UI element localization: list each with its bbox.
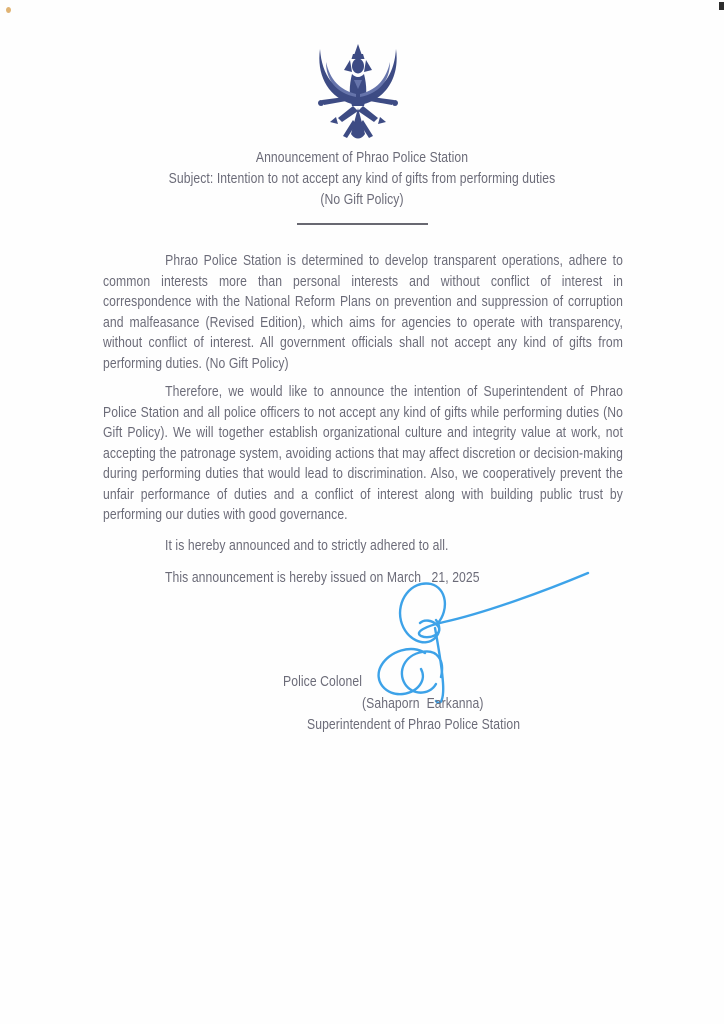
- signatory-position: Superintendent of Phrao Police Station: [307, 717, 521, 733]
- subject-line: Subject: Intention to not accept any kind of gifts from performing duties: [168, 171, 556, 187]
- paragraph-2: Therefore, we would like to announce the intention of Superintendent of Phrao Police Station and all police officers to not accept any kind of gifts while performing duties (No Gift Policy). We will together establish organizational culture and integrity value at work, not accepting the patronage system, avoiding actions that may affect discretion or decision-making during performing duties that would lead to discrimination. Also, we cooperatively prevent the unfair performance of duties and a conflict of interest along with building public trust by performing our duties with good governance.: [103, 384, 627, 523]
- announcement-title: Announcement of Phrao Police Station: [255, 150, 469, 166]
- scan-artifact-top-right: [719, 2, 724, 10]
- heading-block: [0, 148, 724, 211]
- closing-line: It is hereby announced and to strictly adhered to all.: [165, 538, 449, 554]
- paragraph-1-container: [103, 251, 723, 374]
- garuda-emblem-icon: [312, 44, 404, 144]
- signatory-rank-container: [283, 672, 377, 693]
- signatory-name-container: [362, 694, 507, 715]
- closing-line-container: [165, 536, 503, 557]
- signatory-position-container: [307, 715, 561, 736]
- paragraph-2-container: [103, 382, 723, 526]
- scan-artifact-top-left: [6, 7, 11, 13]
- signatory-rank: Police Colonel: [283, 674, 363, 690]
- heading-divider: [297, 223, 428, 225]
- issue-date-line: This announcement is hereby issued on March 21, 2025: [165, 570, 480, 586]
- paragraph-1: Phrao Police Station is determined to develop transparent operations, adhere to common interests more than personal interests and without conflict of interest in correspondence with the National Reform Plans on prevention and suppression of corruption and malfeasance (Revised Edition), which aims for agencies to operate with transparency, without conflict of interest. All government officials shall not accept any kind of gifts from performing duties. (No Gift Policy): [103, 253, 627, 372]
- subject-paren-line: (No Gift Policy): [320, 192, 404, 208]
- signatory-name: (Sahaporn Earkanna): [362, 696, 484, 712]
